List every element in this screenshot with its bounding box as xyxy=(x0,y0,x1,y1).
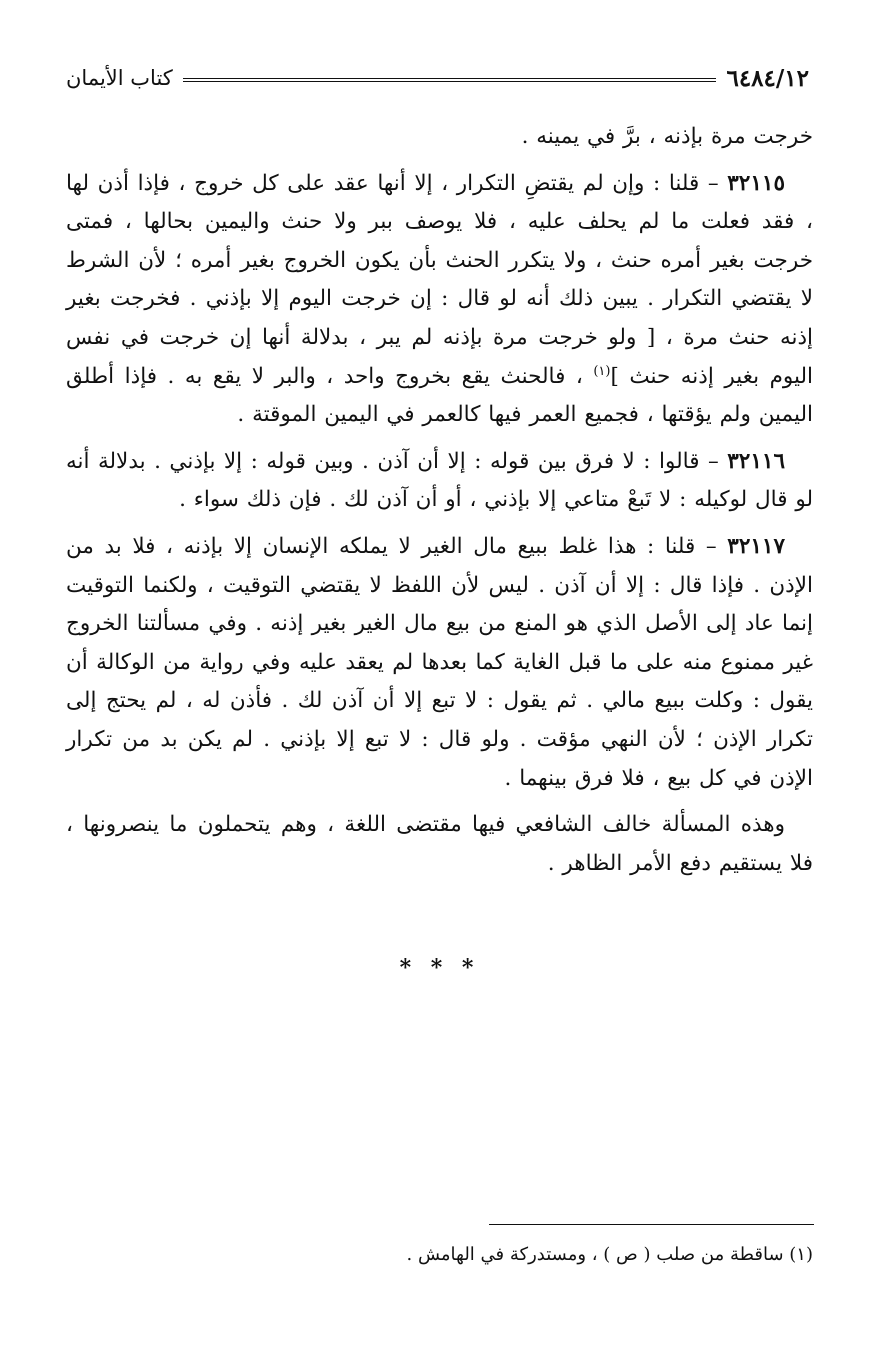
footnote-rule xyxy=(489,1224,814,1225)
footnote: (١) ساقطة من صلب ( ص ) ، ومستدركة في الهامش . xyxy=(406,1244,813,1265)
page-number: ٦٤٨٤/١٢ xyxy=(726,64,809,92)
footnote-reference: (١) xyxy=(593,363,611,379)
body-text xyxy=(66,118,813,883)
paragraph-32116 xyxy=(66,443,813,520)
header-rule xyxy=(183,78,717,82)
paragraph-text: – قالوا : لا فرق بين قوله : إلا أن آذن . وبين قوله : إلا بإذني . بدلالة أنه لو قال لوكيله : لا تَبعْ متاعي إلا بإذني ، أو أن آذن لك . فإن ذلك سواء . xyxy=(66,448,813,513)
paragraph-text-after: ، فالحنث يقع بخروج واحد ، والبر لا يقع به . فإذا أطلق اليمين ولم يؤقتها ، فجميع العمر فيها كالعمر في اليمين الموقتة . xyxy=(66,363,813,428)
paragraph-number: ٣٢١١٧ xyxy=(727,533,786,559)
paragraph-text: وهذه المسألة خالف الشافعي فيها مقتضى اللغة ، وهم يتحملون ما ينصرونها ، فلا يستقيم دفع الأمر الظاهر . xyxy=(66,812,813,876)
paragraph-number: ٣٢١١٦ xyxy=(727,448,785,474)
section-separator: * * * xyxy=(399,955,480,981)
paragraph-continuation xyxy=(66,118,813,157)
paragraph-text: – قلنا : وإن لم يقتضِ التكرار ، إلا أنها عقد على كل خروج ، فإذا أذن لها ، فقد فعلت ما لم يحلف عليه ، فلا يوصف ببر ولا حنث واليمين بحالها ، فمتى خرجت بغير أمره حنث ، ولا يتكرر الحنث بأن يكون الخروج بغير أمره ؛ لأن الشرط لا يقتضي التكرار . يبين ذلك أنه لو قال : إن خرجت اليوم إلا بإذني . فخرجت بغير إذنه حنث مرة ، [ ولو خرجت مرة بإذنه لم يبر ، بدلالة أنها إن خرجت في نفس اليوم بغير إذنه حنث ] xyxy=(66,170,813,389)
paragraph-32117 xyxy=(66,528,813,798)
paragraph-text: خرجت مرة بإذنه ، برَّ في يمينه . xyxy=(521,124,813,149)
running-header xyxy=(66,58,809,98)
paragraph-closing xyxy=(66,806,813,883)
book-title: كتاب الأيمان xyxy=(66,66,173,90)
paragraph-32115 xyxy=(66,165,813,435)
paragraph-number: ٣٢١١٥ xyxy=(727,170,785,196)
paragraph-text: – قلنا : هذا غلط ببيع مال الغير لا يملكه الإنسان إلا بإذنه ، فلا بد من الإذن . فإذا قال : إلا أن آذن . ليس لأن اللفظ لا يقتضي التوقيت ، ولكنما التوقيت إنما عاد إلى الأصل الذي هو المنع من بيع مال الغير بغير إذنه . وفي مسألتنا الخروج غير ممنوع منه على ما قبل الغاية كما بعدها لم يعقد عليه وفي رواية من الوكالة أن يقول : وكلت ببيع مالي . ثم يقول : لا تبع إلا أن آذن لك . فأذن له ، لم يحتج إلى تكرار الإذن ؛ لأن النهي مؤقت . ولو قال : لا تبع إلا بإذني . لم يكن بد من تكرار الإذن في كل بيع ، فلا فرق بينهما . xyxy=(66,533,813,791)
